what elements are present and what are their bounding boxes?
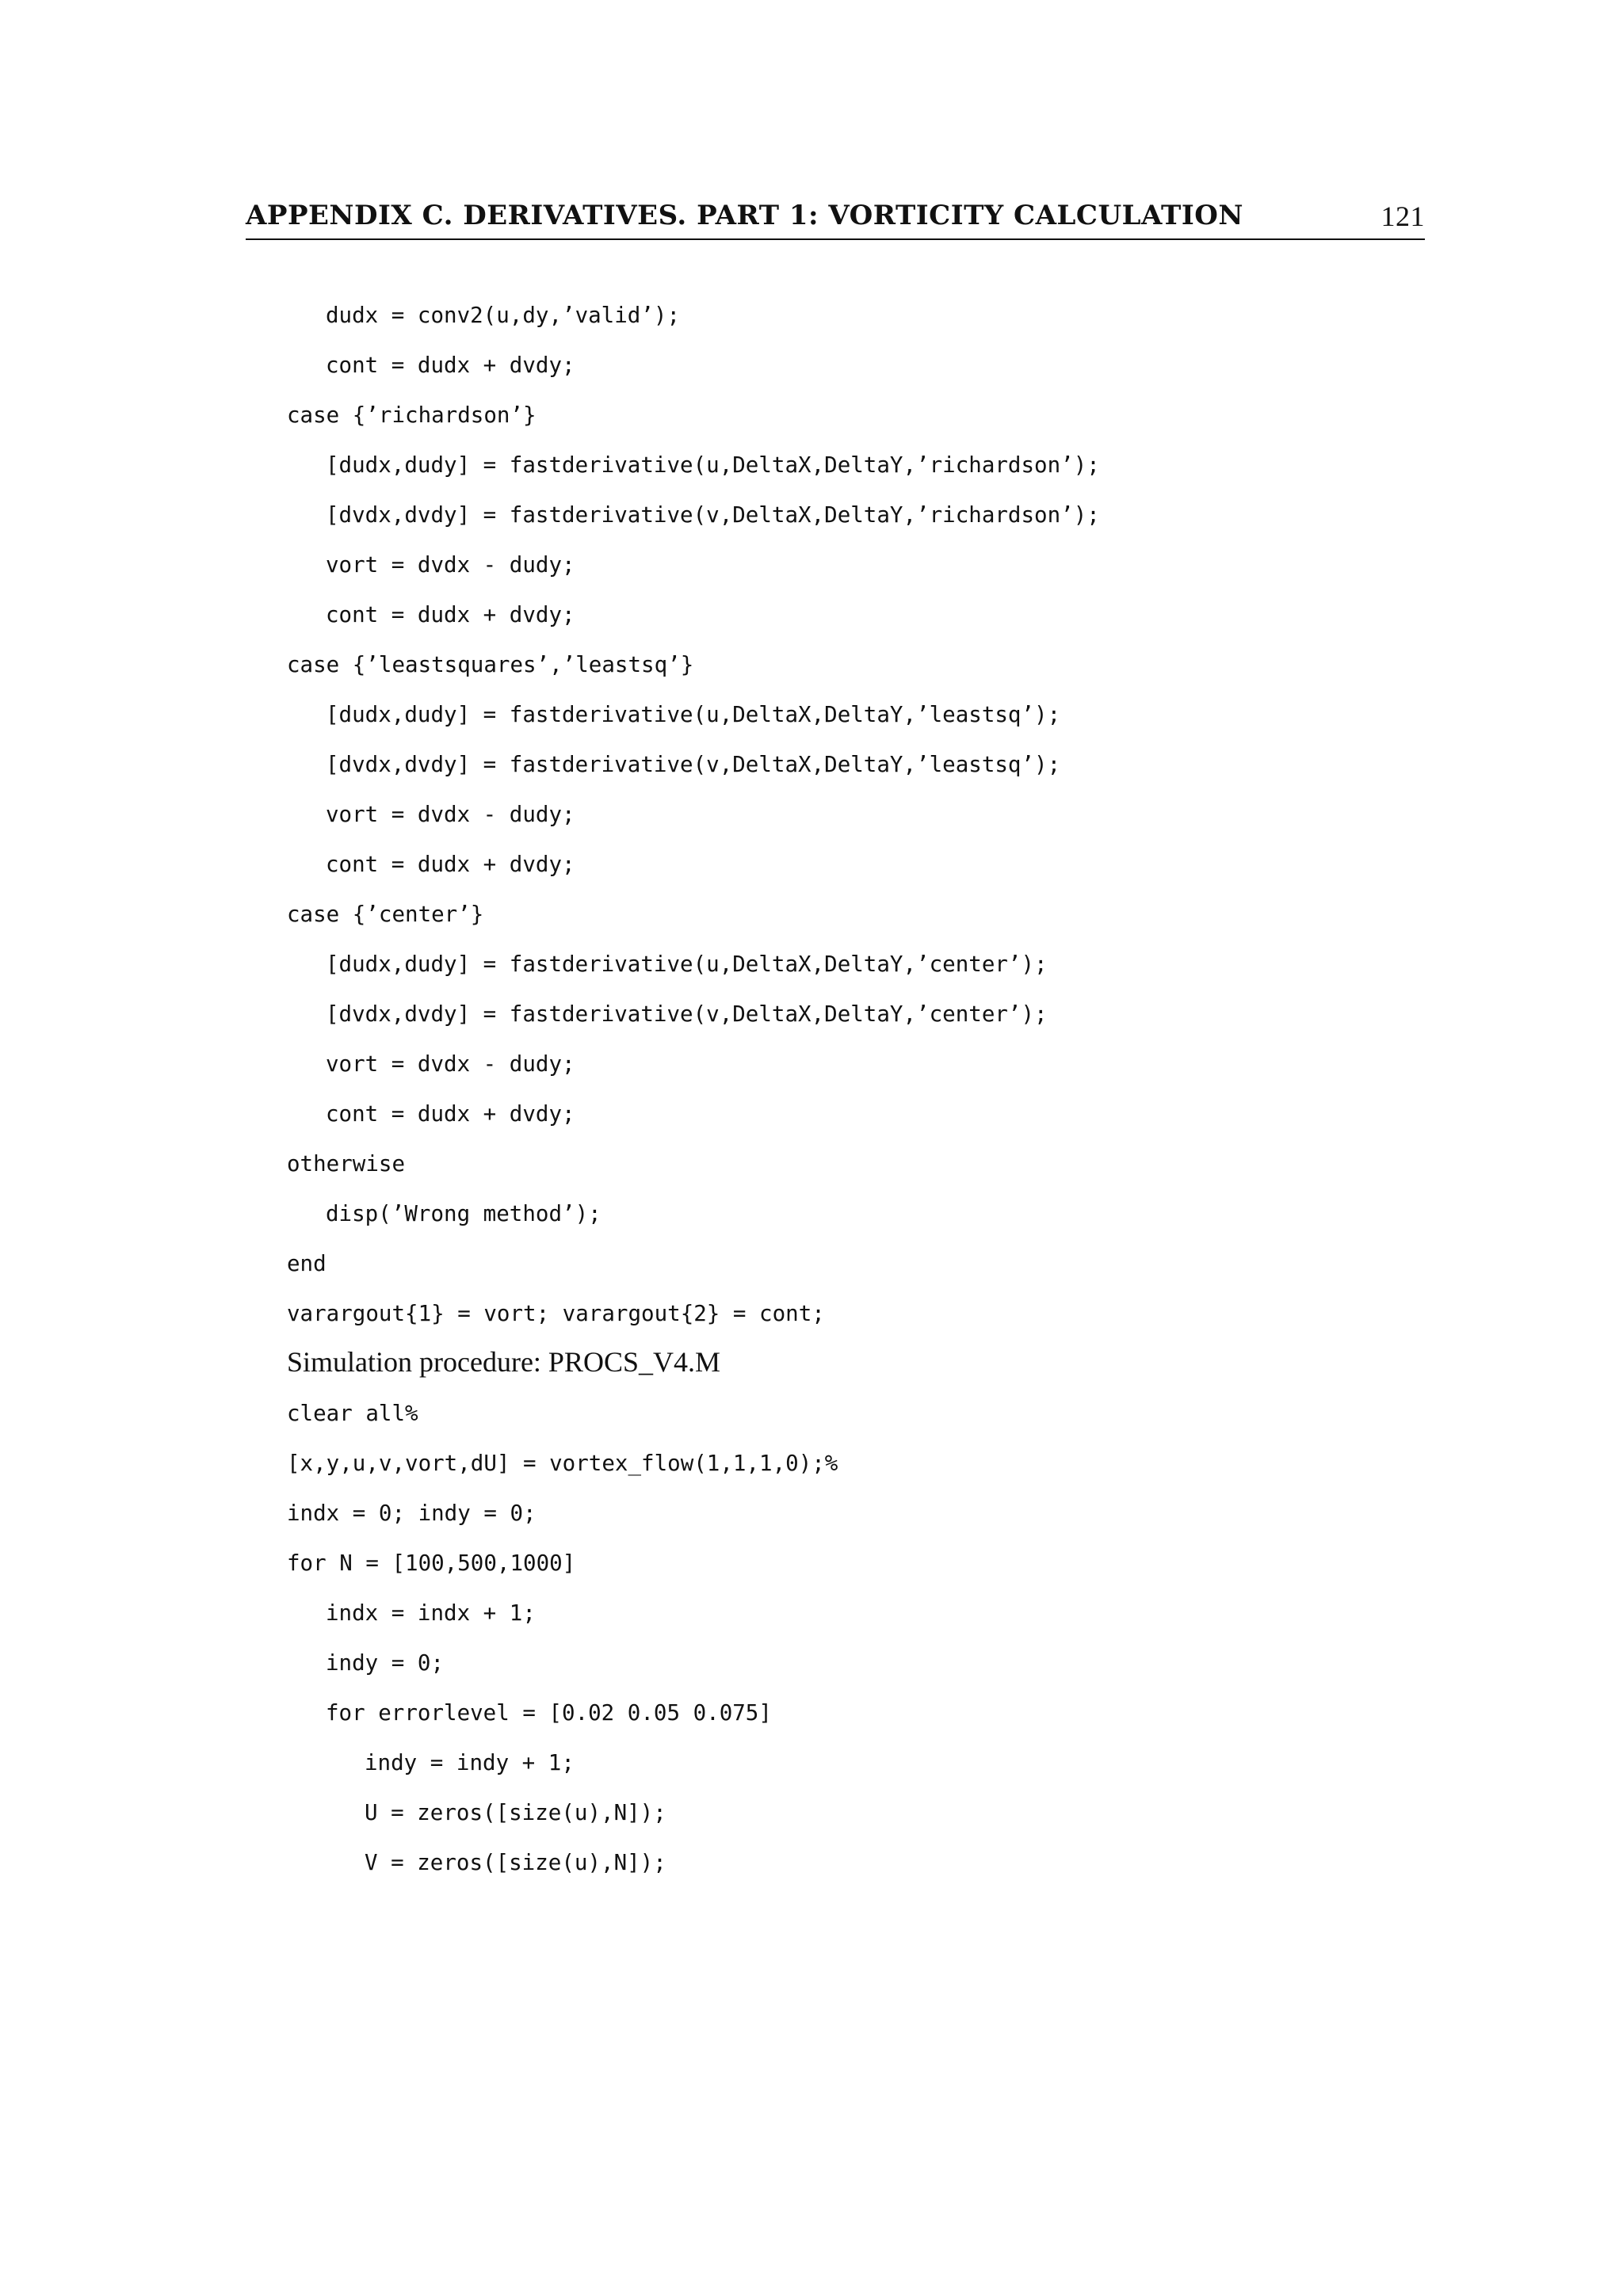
section-label: Simulation procedure: PROCS_V4.M xyxy=(287,1346,720,1378)
page-number: 121 xyxy=(1381,200,1425,232)
code-line: clear all% xyxy=(287,1401,418,1426)
code-line: indx = 0; indy = 0; xyxy=(287,1501,537,1526)
code-line: otherwise xyxy=(287,1151,406,1177)
code-line: case {’center’} xyxy=(287,902,484,927)
code-line: [x,y,u,v,vort,dU] = vortex_flow(1,1,1,0);% xyxy=(287,1451,838,1476)
code-line: [dudx,dudy] = fastderivative(u,DeltaX,DeltaY,’center’); xyxy=(326,952,1048,977)
code-line: disp(’Wrong method’); xyxy=(326,1201,601,1226)
header-rule xyxy=(246,238,1425,240)
code-line: [dvdx,dvdy] = fastderivative(v,DeltaX,DeltaY,’richardson’); xyxy=(326,502,1100,528)
code-line: [dudx,dudy] = fastderivative(u,DeltaX,DeltaY,’leastsq’); xyxy=(326,702,1061,727)
code-line: U = zeros([size(u),N]); xyxy=(365,1800,666,1825)
code-line: dudx = conv2(u,dy,’valid’); xyxy=(326,303,681,328)
code-line: for N = [100,500,1000] xyxy=(287,1550,576,1576)
code-line: for errorlevel = [0.02 0.05 0.075] xyxy=(326,1700,772,1726)
code-line: indy = indy + 1; xyxy=(365,1750,575,1775)
code-line: vort = dvdx - dudy; xyxy=(326,802,575,827)
code-line: [dvdx,dvdy] = fastderivative(v,DeltaX,DeltaY,’leastsq’); xyxy=(326,752,1061,777)
code-line: case {’richardson’} xyxy=(287,402,537,428)
running-header xyxy=(246,200,1425,238)
chapter-title: APPENDIX C. DERIVATIVES. PART 1: VORTICITY CALCULATION xyxy=(246,200,1243,231)
code-line: vort = dvdx - dudy; xyxy=(326,1051,575,1077)
code-line: cont = dudx + dvdy; xyxy=(326,852,575,877)
code-line: vort = dvdx - dudy; xyxy=(326,552,575,578)
code-line: indx = indx + 1; xyxy=(326,1600,536,1626)
code-line: cont = dudx + dvdy; xyxy=(326,1101,575,1127)
code-line: indy = 0; xyxy=(326,1650,445,1676)
code-line: end xyxy=(287,1251,327,1276)
code-line: varargout{1} = vort; varargout{2} = cont; xyxy=(287,1301,825,1326)
code-line: V = zeros([size(u),N]); xyxy=(365,1850,666,1875)
code-line: cont = dudx + dvdy; xyxy=(326,353,575,378)
code-line: cont = dudx + dvdy; xyxy=(326,602,575,627)
code-line: case {’leastsquares’,’leastsq’} xyxy=(287,652,694,677)
code-line: [dvdx,dvdy] = fastderivative(v,DeltaX,DeltaY,’center’); xyxy=(326,1001,1048,1027)
code-line: [dudx,dudy] = fastderivative(u,DeltaX,DeltaY,’richardson’); xyxy=(326,452,1100,478)
